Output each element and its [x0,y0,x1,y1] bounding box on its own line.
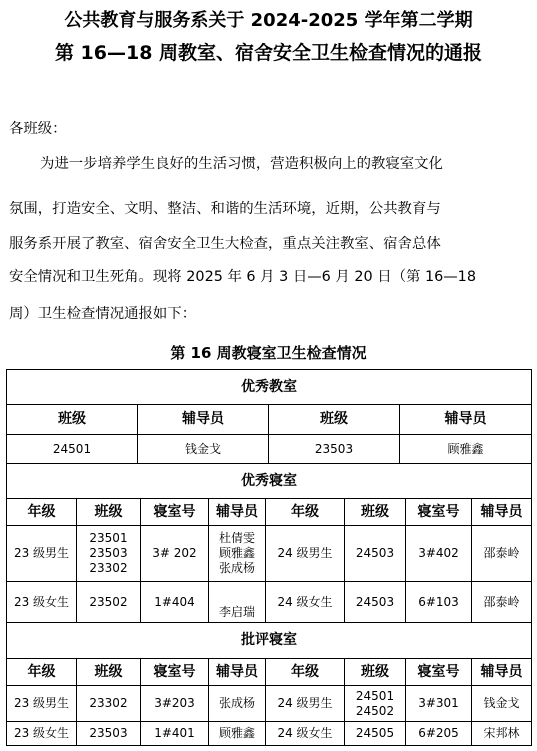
counselor-cell: 李启瑞 [209,582,266,623]
room-cell: 3#402 [406,526,472,582]
class-cell: 24503 [345,526,406,582]
table-caption: 第 16 周教寝室卫生检查情况 [170,344,367,362]
grade-cell: 23 级女生 [7,722,77,746]
header-cell: 年级 [7,659,77,686]
counselor-value: 顾雅鑫 [218,546,255,560]
header-cell: 寝室号 [141,499,209,526]
grade-cell: 23 级男生 [7,686,77,722]
dorm-table [6,463,532,746]
grade-cell: 23 级男生 [7,526,77,582]
header-cell: 班级 [77,499,141,526]
counselor-cell: 张成杨 [209,686,266,722]
room-cell: 1#401 [141,722,209,746]
counselor-cell: 钱金戈 [138,435,269,464]
section-title: 优秀教室 [7,370,532,405]
header-cell: 年级 [266,659,345,686]
counselor-cell: 钱金戈 [472,686,532,722]
class-cell: 23503 [77,722,141,746]
class-value: 24502 [355,703,395,718]
table-row [7,722,532,746]
greeting: 各班级： [9,121,67,137]
header-cell: 寝室号 [406,659,472,686]
grade-cell: 24 级女生 [266,582,345,623]
grade-cell: 23 级女生 [7,582,77,623]
header-cell: 辅导员 [138,405,269,435]
counselor-cell [209,526,266,582]
counselor-cell: 顾雅鑫 [209,722,266,746]
class-cell [345,686,406,722]
body-line-4: 安全情况和卫生死角。现将 2025 年 6 月 3 日—6 月 20 日（第 16—18 [9,269,476,285]
room-cell: 3#301 [406,686,472,722]
header-cell: 班级 [269,405,400,435]
room-cell: 6#205 [406,722,472,746]
header-cell: 班级 [77,659,141,686]
header-cell: 辅导员 [472,499,532,526]
class-value: 24501 [355,688,395,703]
grade-cell: 24 级男生 [266,686,345,722]
grade-cell: 24 级女生 [266,722,345,746]
header-cell: 辅导员 [209,659,266,686]
header-cell: 寝室号 [406,499,472,526]
class-cell: 23502 [77,582,141,623]
class-value: 23501 [89,531,128,545]
body-line-5: 周）卫生检查情况通报如下： [9,306,197,322]
header-cell: 辅导员 [209,499,266,526]
body-line-1: 为进一步培养学生良好的生活习惯，营造积极向上的教寝室文化 [40,156,443,172]
room-cell: 3# 202 [141,526,209,582]
room-cell: 3#203 [141,686,209,722]
header-cell: 辅导员 [400,405,532,435]
header-cell: 年级 [7,499,77,526]
counselor-value: 杜倩雯 [218,531,255,545]
counselor-value: 张成杨 [218,561,255,575]
counselor-cell: 邵泰岭 [472,582,532,623]
header-cell: 班级 [345,659,406,686]
notice-title-line2: 第 16—18 周教室、宿舍安全卫生检查情况的通报 [54,42,483,64]
table-row [7,686,532,722]
table-row [7,526,532,582]
room-cell: 6#103 [406,582,472,623]
counselor-cell: 邵泰岭 [472,526,532,582]
header-cell: 辅导员 [472,659,532,686]
grade-cell: 24 级男生 [266,526,345,582]
class-cell: 24501 [7,435,138,464]
notice-title-line1: 公共教育与服务系关于 2024-2025 学年第二学期 [64,10,473,31]
header-cell: 班级 [7,405,138,435]
table-row [7,582,532,623]
section-title: 优秀寝室 [7,464,532,499]
counselor-cell: 宋邦林 [472,722,532,746]
class-cell: 24503 [345,582,406,623]
excellent-classroom-table [6,369,532,464]
room-cell: 1#404 [141,582,209,623]
section-title: 批评寝室 [7,623,532,659]
counselor-cell: 顾雅鑫 [400,435,532,464]
body-line-3: 服务系开展了教室、宿舍安全卫生大检查，重点关注教室、宿舍总体 [9,236,441,252]
header-cell: 班级 [345,499,406,526]
class-cell: 23503 [269,435,400,464]
class-cell: 24505 [345,722,406,746]
class-cell: 23302 [77,686,141,722]
class-value: 23503 [89,546,128,560]
class-cell [77,526,141,582]
body-line-2: 氛围，打造安全、文明、整洁、和谐的生活环境，近期，公共教育与 [9,201,441,217]
header-cell: 年级 [266,499,345,526]
class-value: 23302 [89,561,128,575]
header-cell: 寝室号 [141,659,209,686]
table-row [7,435,532,464]
